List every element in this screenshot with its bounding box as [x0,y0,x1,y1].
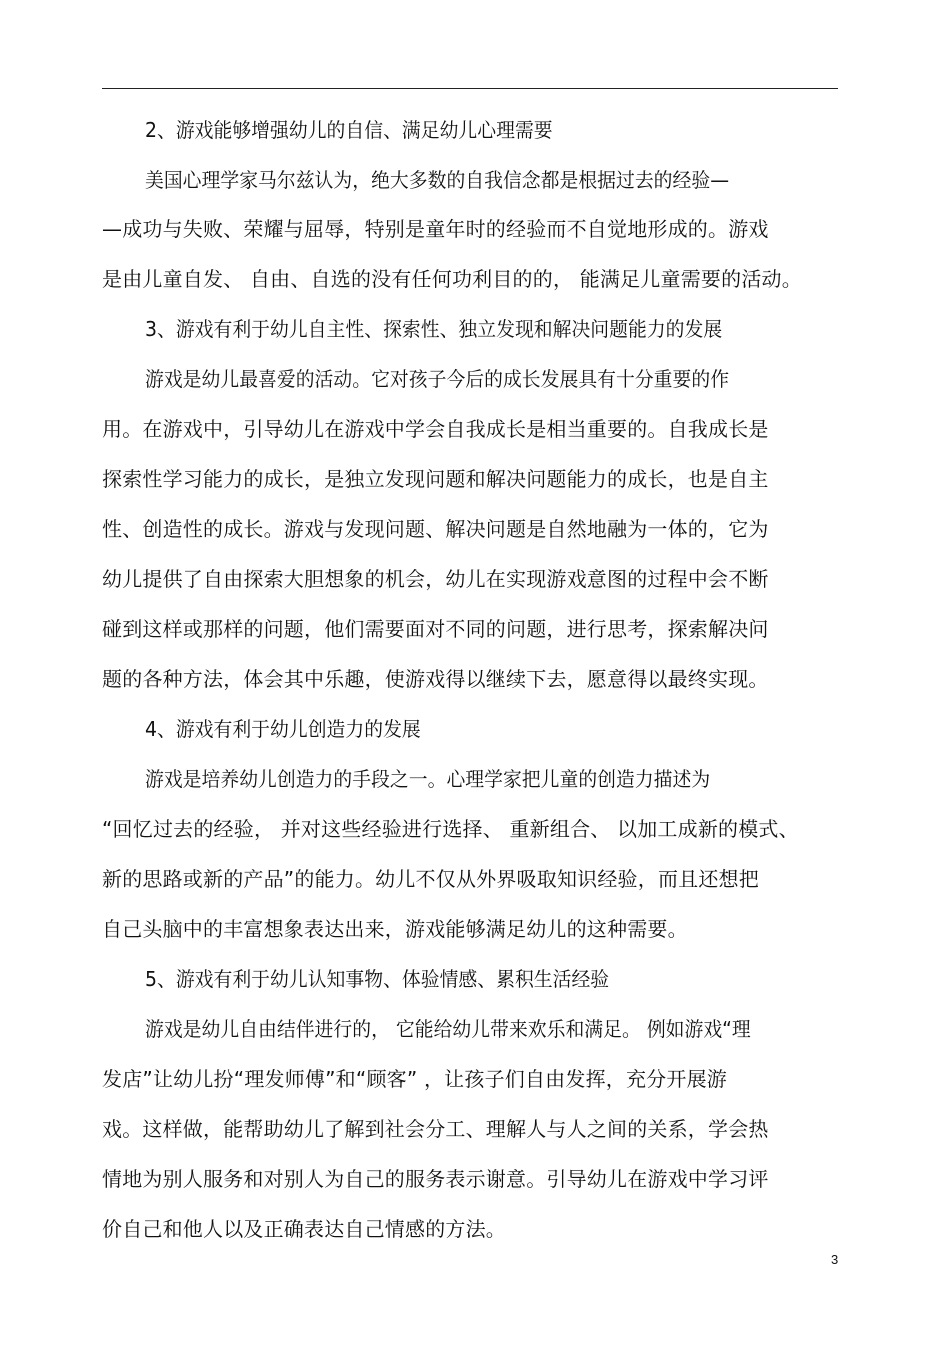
text-line-2: 美国心理学家马尔兹认为，绝大多数的自我信念都是根据过去的经验— [145,168,730,192]
text-line-3: —成功与失败、荣耀与屈辱，特别是童年时的经验而不自觉地形成的。游戏 [102,217,769,241]
text-line-20: 发店”让幼儿扮“理发师傅”和“顾客” ，让孩子们自由发挥，充分开展游 [102,1067,727,1091]
text-line-15: “回忆过去的经验， 并对这些经验进行选择、 重新组合、 以加工成新的模式、 [102,817,799,841]
text-line-7: 用。在游戏中，引导幼儿在游戏中学会自我成长是相当重要的。自我成长是 [102,417,769,441]
text-line-18: 5、游戏有利于幼儿认知事物、体验情感、累积生活经验 [145,967,610,991]
header-rule [102,88,838,89]
text-line-5: 3、游戏有利于幼儿自主性、探索性、独立发现和解决问题能力的发展 [145,317,723,341]
text-line-12: 题的各种方法，体会其中乐趣，使游戏得以继续下去，愿意得以最终实现。 [102,667,769,691]
text-line-8: 探索性学习能力的成长，是独立发现问题和解决问题能力的成长，也是自主 [102,467,769,491]
text-line-6: 游戏是幼儿最喜爱的活动。它对孩子今后的成长发展具有十分重要的作 [145,367,730,391]
text-line-13: 4、游戏有利于幼儿创造力的发展 [145,717,421,741]
text-line-19: 游戏是幼儿自由结伴进行的， 它能给幼儿带来欢乐和满足。 例如游戏“理 [145,1017,751,1041]
text-line-9: 性、创造性的成长。游戏与发现问题、解决问题是自然地融为一体的，它为 [102,517,769,541]
text-line-10: 幼儿提供了自由探索大胆想象的机会，幼儿在实现游戏意图的过程中会不断 [102,567,769,591]
text-line-22: 情地为别人服务和对别人为自己的服务表示谢意。引导幼儿在游戏中学习评 [102,1167,769,1191]
text-line-1: 2、游戏能够增强幼儿的自信、满足幼儿心理需要 [145,118,553,142]
text-line-16: 新的思路或新的产品”的能力。幼儿不仅从外界吸取知识经验，而且还想把 [102,867,759,891]
text-line-21: 戏。这样做，能帮助幼儿了解到社会分工、理解人与人之间的关系，学会热 [102,1117,769,1141]
text-line-4: 是由儿童自发、 自由、自选的没有任何功利目的的， 能满足儿童需要的活动。 [102,267,802,291]
text-line-11: 碰到这样或那样的问题，他们需要面对不同的问题，进行思考，探索解决问 [102,617,769,641]
text-line-17: 自己头脑中的丰富想象表达出来，游戏能够满足幼儿的这种需要。 [102,917,688,941]
page-number: 3 [831,1252,839,1267]
text-line-23: 价自己和他人以及正确表达自己情感的方法。 [102,1217,506,1241]
text-line-14: 游戏是培养幼儿创造力的手段之一。心理学家把儿童的创造力描述为 [145,767,711,791]
